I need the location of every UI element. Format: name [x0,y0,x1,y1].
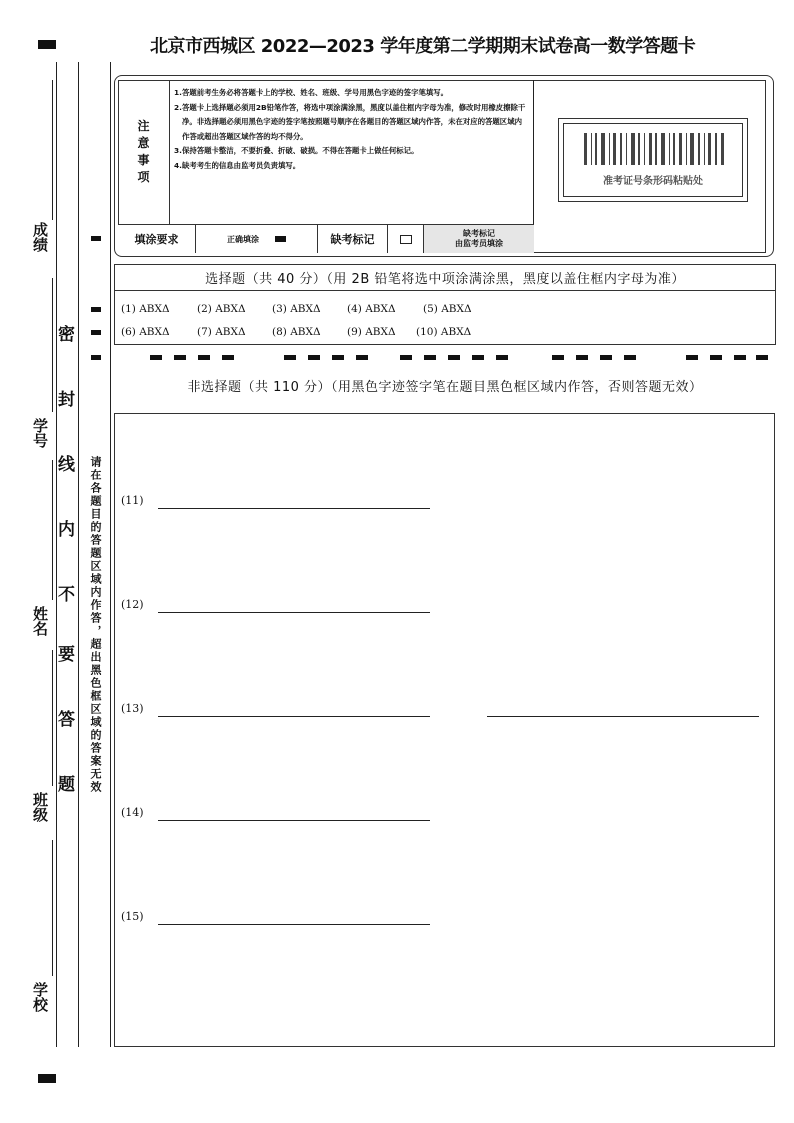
question-label-14: (14) [121,806,144,819]
answer-line-14[interactable] [158,820,430,821]
answer-line-11[interactable] [158,508,430,509]
choice-question[interactable] [121,326,170,338]
field-student-id-label: 学号 [31,418,49,448]
choice-question[interactable] [347,303,396,315]
choice-question[interactable] [272,326,321,338]
choice-num: (10) [416,326,438,338]
timing-mark-top-left [38,40,56,49]
notice-title-char: 项 [137,170,150,184]
absent-checkbox[interactable] [400,235,412,244]
choice-options: ABXΔ [365,326,396,338]
nonchoice-section-header: 非选择题（共 110 分）（用黑色字迹签字笔在题目黑色框区域内作答，否则答题无效） [187,380,703,395]
choice-num: (8) [272,326,287,338]
seal-char: 要 [58,645,75,665]
choice-num: (2) [197,303,212,315]
choice-question[interactable] [197,303,246,315]
choice-num: (5) [423,303,438,315]
binding-line-inner [110,62,111,1047]
choice-question[interactable] [272,303,321,315]
field-name-blank [52,460,53,600]
choice-num: (6) [121,326,136,338]
answer-line-13b[interactable] [487,716,759,717]
question-label-11: (11) [121,494,144,507]
absent-checkbox-cell [388,225,424,253]
absent-mark-label: 缺考标记 [330,233,375,246]
timing-mark [91,307,101,312]
choice-options: ABXΔ [365,303,396,315]
seal-char: 密 [58,325,75,345]
filled-box-example [275,236,286,242]
question-label-12: (12) [121,598,144,611]
field-score-label: 成绩 [31,222,49,252]
choice-options: ABXΔ [290,303,321,315]
question-label-15: (15) [121,910,144,923]
barcode-label: 准考证号条形码粘贴处 [603,176,703,187]
field-score-blank [52,80,53,220]
seal-char: 答 [58,710,75,730]
fill-requirement-cell [118,225,196,253]
choice-options: ABXΔ [290,326,321,338]
answer-area-side-note: 请在各题目的答题区域内作答，超出黑色框区域的答案无效 [89,456,102,794]
choice-options: ABXΔ [440,326,472,338]
notice-title-char: 注 [137,119,150,133]
absent-note-cell [424,225,534,253]
choice-section-header: 选择题（共 40 分）（用 2B 铅笔将选中项涂满涂黑，黑度以盖住框内字母为准） [114,264,776,291]
answer-line-15[interactable] [158,924,430,925]
field-class-blank [52,650,53,786]
field-student-id-blank [52,278,53,412]
notice-title [137,118,149,186]
choice-num: (1) [121,303,136,315]
choice-num: (9) [347,326,362,338]
answer-line-13a[interactable] [158,716,430,717]
choice-question[interactable] [423,303,472,315]
choice-question[interactable] [347,326,396,338]
timing-mark [91,236,101,241]
choice-options: ABXΔ [215,303,246,315]
choice-question[interactable] [416,326,471,338]
binding-line-seal [78,62,79,1047]
absent-mark-cell [318,225,388,253]
fill-requirement-label: 填涂要求 [134,233,179,246]
notice-title-char: 事 [137,153,150,167]
choice-num: (7) [197,326,212,338]
seal-char: 线 [58,455,75,475]
correct-fill-cell [196,225,318,253]
field-class-label: 班级 [31,792,49,822]
field-school-blank [52,840,53,976]
choice-question[interactable] [121,303,170,315]
timing-mark [91,330,101,335]
choice-question[interactable] [197,326,246,338]
timing-mark [91,355,101,360]
field-school-label: 学校 [31,982,49,1012]
question-label-13: (13) [121,702,144,715]
seal-char: 不 [58,585,75,605]
choice-options: ABXΔ [139,326,170,338]
notice-item: 3.保持答题卡整洁，不要折叠、折破、破损。不得在答题卡上做任何标记。 [174,146,419,155]
notice-title-char: 意 [137,136,150,150]
choice-options: ABXΔ [215,326,246,338]
page-title: 北京市西城区 2022—2023 学年度第二学期期末试卷高一数学答题卡 [150,36,696,57]
barcode-icon [584,133,724,165]
notice-item: 4.缺考考生的信息由监考员负责填写。 [174,160,301,170]
fill-requirement-row [118,224,534,253]
choice-options: ABXΔ [441,303,472,315]
answer-line-12[interactable] [158,612,430,613]
binding-line-outer [56,62,57,1047]
absent-note-line1: 缺考标记 [463,229,495,238]
timing-dash-row [150,355,770,361]
seal-char: 封 [58,390,75,410]
notice-item: 2.答题卡上选择题必须用2B铅笔作答，将选中项涂满涂黑，黑度以盖住框内字母为准，修改时用橡皮擦除干净。非选择题必须用黑色字迹的签字笔按照题号顺序在各题目的答题区域内作答，未在对应的答题区域内作答或超出答题区域作答的均不得分。 [174,102,526,141]
field-name-label: 姓名 [31,606,49,636]
choice-num: (4) [347,303,362,315]
notice-item: 1.答题前考生务必将答题卡上的学校、姓名、班级、学号用黑色字迹的签字笔填写。 [174,88,449,97]
seal-char: 内 [58,520,75,540]
choice-options: ABXΔ [139,303,170,315]
timing-mark-bottom-left [38,1074,56,1083]
notice-list [172,86,528,173]
choice-num: (3) [272,303,287,315]
notice-title-cell [118,80,170,224]
correct-fill-label: 正确填涂 [227,234,259,244]
absent-note-line2: 由监考员填涂 [455,239,503,248]
seal-char: 题 [58,775,75,795]
